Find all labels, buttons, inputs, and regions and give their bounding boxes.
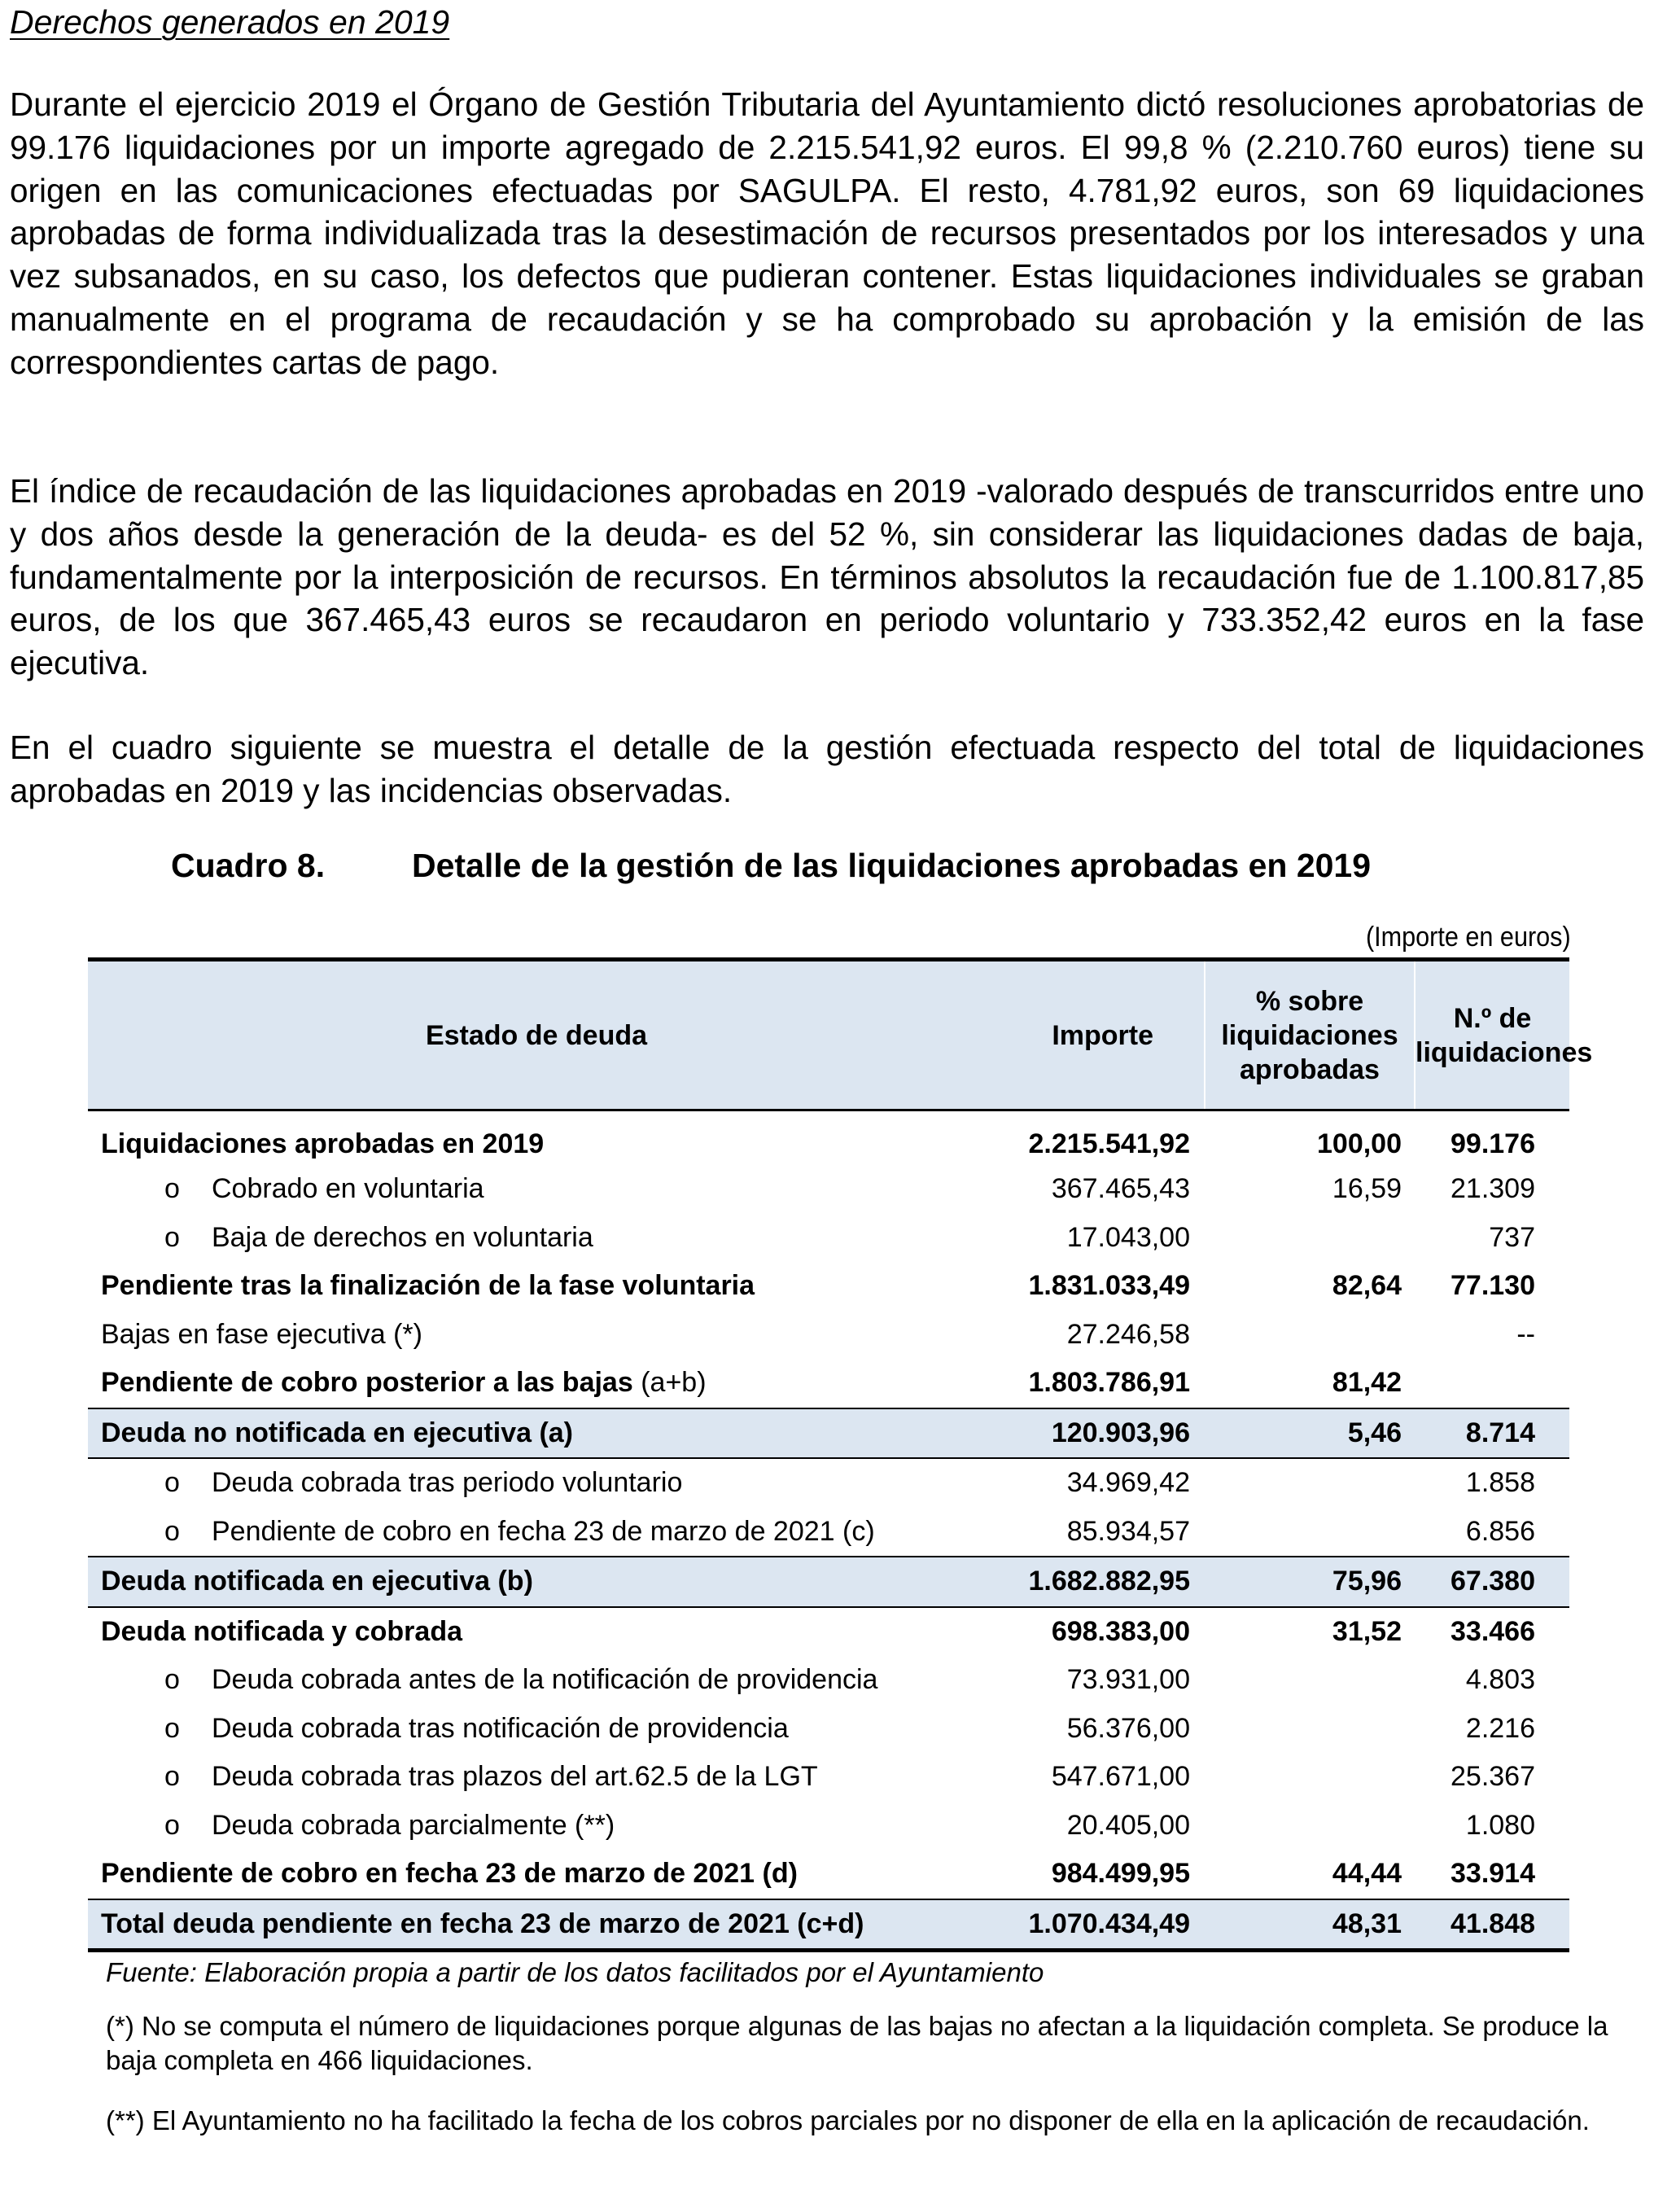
- row-label: Cobrado en voluntaria: [212, 1173, 484, 1205]
- cell-importe: 2.215.541,92: [1028, 1128, 1190, 1159]
- table-row: [88, 1458, 1569, 1508]
- cell-numero: --: [1516, 1318, 1535, 1350]
- table-row: [88, 1850, 1569, 1899]
- row-label-cell: [88, 1899, 985, 1951]
- cell-numero: 6.856: [1465, 1515, 1535, 1547]
- cell-numero: 67.380: [1415, 1557, 1569, 1607]
- table-row: [88, 1508, 1569, 1557]
- row-label: Pendiente de cobro posterior a las bajas: [101, 1367, 633, 1399]
- cell-importe: 20.405,00: [1066, 1809, 1190, 1841]
- header-estado: Estado de deuda: [88, 960, 985, 1110]
- cell-numero: 33.466: [1451, 1615, 1535, 1647]
- cell-importe: 984.499,95: [1051, 1858, 1190, 1890]
- cell-porcentaje: 81,42: [1332, 1367, 1402, 1399]
- cell-porcentaje: [1205, 1214, 1415, 1263]
- table-body: [88, 1110, 1569, 1951]
- table-row: [88, 1110, 1569, 1166]
- table-row: [88, 1557, 1569, 1607]
- bullet-icon: o: [164, 1173, 180, 1205]
- row-label: Total deuda pendiente en fecha 23 de marzo de 2021 (c+d): [101, 1908, 864, 1939]
- cell-porcentaje: [1205, 1311, 1415, 1360]
- header-porcentaje: % sobre liquidaciones aprobadas: [1205, 960, 1415, 1110]
- cell-porcentaje: [1205, 1508, 1415, 1557]
- cell-numero: 8.714: [1415, 1408, 1569, 1459]
- table-caption: [171, 847, 1371, 885]
- source-text: : Elaboración propia a partir de los datos facilitados por el Ayuntamiento: [189, 1957, 1044, 1987]
- table-row: [88, 1753, 1569, 1802]
- header-importe: Importe: [985, 960, 1205, 1110]
- bullet-icon: o: [164, 1221, 180, 1253]
- table-row: [88, 1607, 1569, 1657]
- row-label: Pendiente de cobro en fecha 23 de marzo de 2021 (c): [212, 1515, 875, 1547]
- row-label-cell: [88, 1262, 985, 1311]
- table-header-row: [88, 960, 1569, 1110]
- cell-importe: 27.246,58: [1066, 1318, 1190, 1350]
- cell-porcentaje: 44,44: [1332, 1858, 1402, 1890]
- cell-porcentaje: 82,64: [1332, 1270, 1402, 1302]
- cell-porcentaje: 48,31: [1205, 1899, 1415, 1951]
- cell-numero: 737: [1489, 1221, 1535, 1253]
- cell-porcentaje: [1205, 1656, 1415, 1705]
- table-unit-note: (Importe en euros): [1366, 922, 1571, 953]
- row-label: Deuda cobrada tras notificación de providencia: [212, 1712, 789, 1744]
- table-row: [88, 1656, 1569, 1705]
- bullet-icon: o: [164, 1761, 180, 1793]
- table-caption-number: Cuadro 8.: [171, 847, 326, 884]
- row-label: Liquidaciones aprobadas en 2019: [101, 1128, 545, 1159]
- cell-numero: 33.914: [1451, 1858, 1535, 1890]
- cell-porcentaje: 75,96: [1205, 1557, 1415, 1607]
- cell-importe: 698.383,00: [1051, 1615, 1190, 1647]
- row-label-cell: [88, 1607, 985, 1657]
- row-label-cell: [88, 1359, 985, 1408]
- row-label-cell: [88, 1311, 985, 1360]
- table-row: [88, 1214, 1569, 1263]
- cell-porcentaje: 5,46: [1205, 1408, 1415, 1459]
- row-label: Deuda cobrada antes de la notificación de providencia: [212, 1664, 878, 1696]
- bullet-icon: o: [164, 1467, 180, 1499]
- bullet-icon: o: [164, 1712, 180, 1744]
- row-label-cell: [88, 1508, 985, 1557]
- cell-importe: 56.376,00: [1066, 1712, 1190, 1744]
- source-label: Fuente: [106, 1957, 190, 1987]
- table-row: [88, 1705, 1569, 1754]
- cell-numero: 1.858: [1465, 1467, 1535, 1499]
- cell-importe: 85.934,57: [1066, 1515, 1190, 1547]
- row-label-cell: [88, 1458, 985, 1508]
- row-label-cell: [88, 1408, 985, 1459]
- table-caption-title: Detalle de la gestión de las liquidaciones aprobadas en 2019: [412, 847, 1372, 884]
- table-row: [88, 1408, 1569, 1459]
- cell-numero: 4.803: [1465, 1664, 1535, 1696]
- row-label: Deuda no notificada en ejecutiva (a): [101, 1417, 574, 1448]
- row-label-cell: [88, 1705, 985, 1754]
- row-label-cell: [88, 1753, 985, 1802]
- cell-porcentaje: [1205, 1802, 1415, 1851]
- row-label: Pendiente de cobro en fecha 23 de marzo de 2021 (d): [101, 1858, 798, 1890]
- cell-importe: 547.671,00: [1051, 1761, 1190, 1793]
- row-label-cell: [88, 1656, 985, 1705]
- table-row: [88, 1899, 1569, 1951]
- table-row: [88, 1311, 1569, 1360]
- row-label: Deuda notificada y cobrada: [101, 1615, 462, 1647]
- row-label: Bajas en fase ejecutiva (*): [101, 1318, 422, 1350]
- table-row: [88, 1165, 1569, 1214]
- cell-importe: 1.682.882,95: [985, 1557, 1205, 1607]
- cell-numero: 2.216: [1465, 1712, 1535, 1744]
- cell-importe: 1.831.033,49: [1028, 1270, 1190, 1302]
- source-note: [106, 1956, 1644, 1990]
- row-label: Deuda cobrada tras periodo voluntario: [212, 1467, 683, 1499]
- paragraph-2: El índice de recaudación de las liquidaciones aprobadas en 2019 -valorado después de transcurridos entre uno y dos años desde la generación de la deuda- es del 52 %, sin considerar las liquidaciones dadas de baja, fundamentalmente por la interposición de recursos. En términos absolutos la recaudación fue de 1.100.817,85 euros, de los que 367.465,43 euros se recaudaron en periodo voluntario y 733.352,42 euros en la fase ejecutiva.: [10, 472, 1644, 682]
- row-label: Deuda cobrada parcialmente (**): [212, 1809, 615, 1841]
- row-label-suffix: (a+b): [641, 1367, 707, 1399]
- cell-importe: 120.903,96: [985, 1408, 1205, 1459]
- cell-importe: 34.969,42: [1066, 1467, 1190, 1499]
- footnote-2: (**) El Ayuntamiento no ha facilitado la fecha de los cobros parciales por no disponer de ella en la aplicación de recaudación.: [106, 2105, 1590, 2135]
- row-label: Baja de derechos en voluntaria: [212, 1221, 593, 1253]
- paragraph-1: Durante el ejercicio 2019 el Órgano de Gestión Tributaria del Ayuntamiento dictó resoluciones aprobatorias de 99.176 liquidaciones por un importe agregado de 2.215.541,92 euros. El 99,8 % (2.210.760 euros) tiene su origen en las comunicaciones efectuadas por SAGULPA. El resto, 4.781,92 euros, son 69 liquidaciones aprobadas de forma individualizada tras la desestimación de recursos presentados por los interesados y una vez subsanados, en su caso, los defectos que pudieran contener. Estas liquidaciones individuales se graban manualmente en el programa de recaudación y se ha comprobado su aprobación y la emisión de las correspondientes cartas de pago.: [10, 85, 1644, 381]
- section-heading: Derechos generados en 2019: [10, 3, 450, 41]
- cell-numero: 99.176: [1451, 1128, 1535, 1159]
- row-label: Pendiente tras la finalización de la fase voluntaria: [101, 1270, 755, 1302]
- cell-porcentaje: [1205, 1458, 1415, 1508]
- row-label-cell: [88, 1214, 985, 1263]
- cell-porcentaje: 100,00: [1317, 1128, 1402, 1159]
- row-label-cell: [88, 1850, 985, 1899]
- debt-detail-table: [88, 957, 1593, 1952]
- cell-porcentaje: [1205, 1705, 1415, 1754]
- cell-porcentaje: [1205, 1753, 1415, 1802]
- row-label-cell: [88, 1165, 985, 1214]
- cell-numero: 1.080: [1465, 1809, 1535, 1841]
- cell-porcentaje: 16,59: [1332, 1173, 1402, 1205]
- footnote-1: (*) No se computa el número de liquidaciones porque algunas de las bajas no afectan a la liquidación completa. Se produce la baja completa en 466 liquidaciones.: [106, 2011, 1608, 2075]
- table-row: [88, 1262, 1569, 1311]
- bullet-icon: o: [164, 1809, 180, 1841]
- table-row: [88, 1359, 1569, 1408]
- cell-importe: 367.465,43: [1051, 1173, 1190, 1205]
- header-numero: N.º de liquidaciones: [1415, 960, 1569, 1110]
- row-label: Deuda cobrada tras plazos del art.62.5 de la LGT: [212, 1761, 818, 1793]
- cell-numero: 21.309: [1451, 1173, 1535, 1205]
- bullet-icon: o: [164, 1515, 180, 1547]
- cell-porcentaje: 31,52: [1332, 1615, 1402, 1647]
- cell-numero: 41.848: [1415, 1899, 1569, 1951]
- cell-importe: 17.043,00: [1066, 1221, 1190, 1253]
- table-row: [88, 1802, 1569, 1851]
- cell-numero: 77.130: [1451, 1270, 1535, 1302]
- row-label-cell: [88, 1802, 985, 1851]
- cell-importe: 1.803.786,91: [1028, 1367, 1190, 1399]
- row-label-cell: [88, 1110, 985, 1166]
- row-label-cell: [88, 1557, 985, 1607]
- cell-importe: 73.931,00: [1066, 1664, 1190, 1696]
- paragraph-3: En el cuadro siguiente se muestra el detalle de la gestión efectuada respecto del total de liquidaciones aprobadas en 2019 y las incidencias observadas.: [10, 729, 1644, 809]
- bullet-icon: o: [164, 1664, 180, 1696]
- cell-importe: 1.070.434,49: [985, 1899, 1205, 1951]
- row-label: Deuda notificada en ejecutiva (b): [101, 1566, 533, 1597]
- cell-numero: [1415, 1359, 1569, 1408]
- cell-numero: 25.367: [1451, 1761, 1535, 1793]
